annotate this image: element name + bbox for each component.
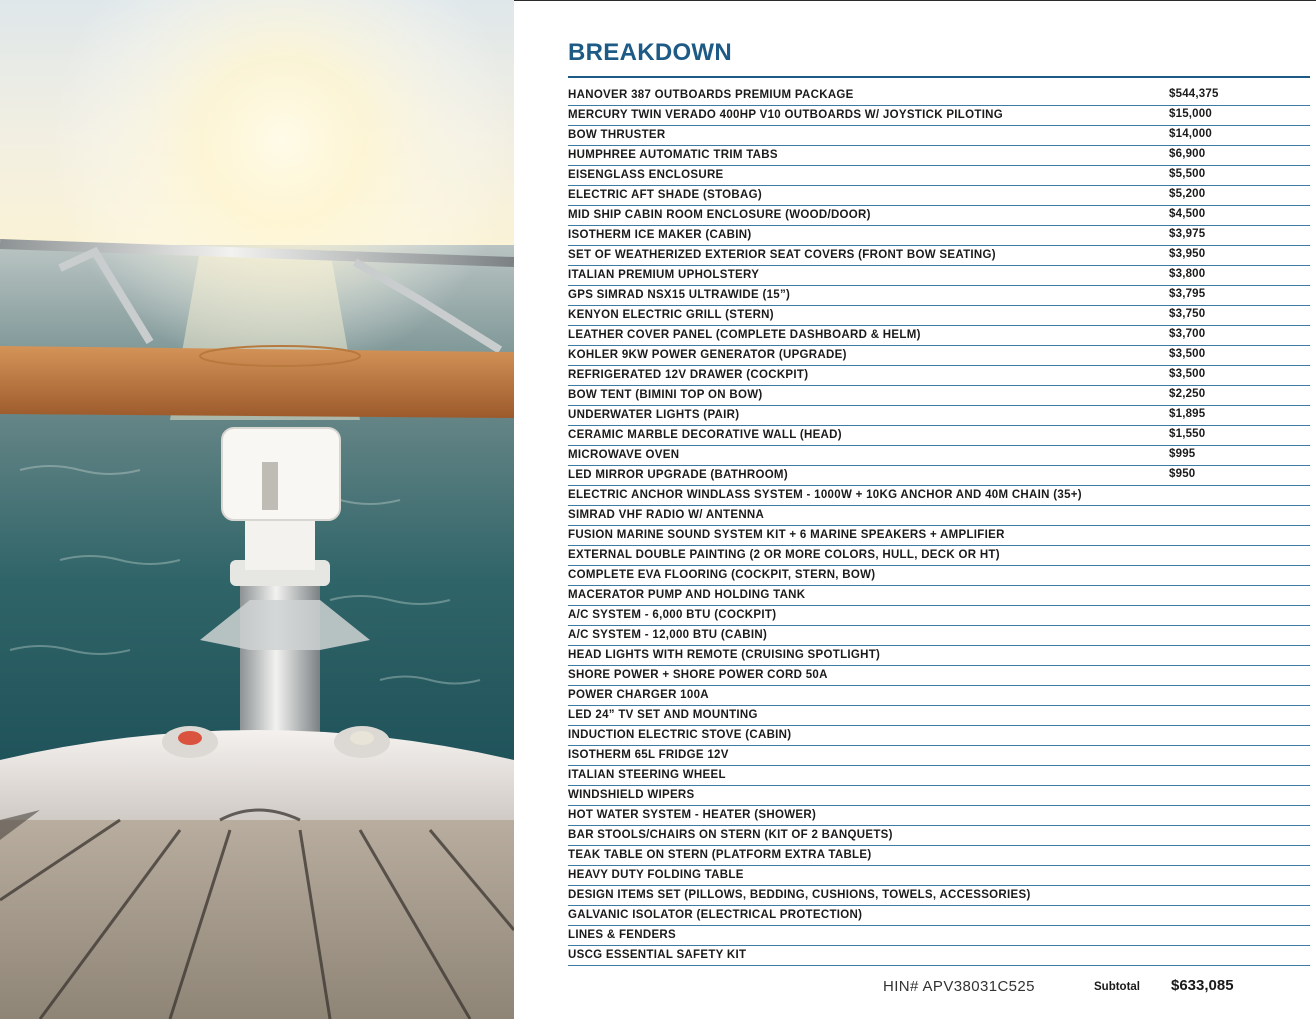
table-row: [568, 426, 1310, 446]
table-row: [568, 226, 1310, 246]
item-name: DESIGN ITEMS SET (PILLOWS, BEDDING, CUSHIONS, TOWELS, ACCESSORIES): [568, 889, 1031, 901]
item-price: $3,750: [1169, 308, 1206, 320]
item-price: $3,800: [1169, 268, 1206, 280]
item-price: $6,900: [1169, 148, 1206, 160]
table-row: [568, 146, 1310, 166]
item-name: SET OF WEATHERIZED EXTERIOR SEAT COVERS (FRONT BOW SEATING): [568, 249, 996, 261]
item-name: ELECTRIC ANCHOR WINDLASS SYSTEM - 1000W + 10KG ANCHOR AND 40M CHAIN (35+): [568, 489, 1082, 501]
table-row: [568, 326, 1310, 346]
table-row: [568, 706, 1310, 726]
table-row: [568, 766, 1310, 786]
item-price: $3,950: [1169, 248, 1206, 260]
item-name: USCG ESSENTIAL SAFETY KIT: [568, 949, 747, 961]
item-name: REFRIGERATED 12V DRAWER (COCKPIT): [568, 369, 809, 381]
table-row: [568, 386, 1310, 406]
item-price: $3,500: [1169, 368, 1206, 380]
table-row: [568, 526, 1310, 546]
item-name: EXTERNAL DOUBLE PAINTING (2 OR MORE COLORS, HULL, DECK OR HT): [568, 549, 1000, 561]
page-title: BREAKDOWN: [568, 39, 733, 66]
table-row: [568, 806, 1310, 826]
item-name: POWER CHARGER 100A: [568, 689, 709, 701]
item-name: SHORE POWER + SHORE POWER CORD 50A: [568, 669, 828, 681]
item-name: ITALIAN STEERING WHEEL: [568, 769, 726, 781]
table-row: [568, 666, 1310, 686]
table-row: [568, 866, 1310, 886]
item-name: KENYON ELECTRIC GRILL (STERN): [568, 309, 774, 321]
item-name: MICROWAVE OVEN: [568, 449, 680, 461]
item-name: EISENGLASS ENCLOSURE: [568, 169, 724, 181]
item-name: LINES & FENDERS: [568, 929, 677, 941]
item-price: $2,250: [1169, 388, 1206, 400]
item-name: HANOVER 387 OUTBOARDS PREMIUM PACKAGE: [568, 89, 854, 101]
item-name: MID SHIP CABIN ROOM ENCLOSURE (WOOD/DOOR): [568, 209, 871, 221]
item-name: LED 24” TV SET AND MOUNTING: [568, 709, 758, 721]
item-name: COMPLETE EVA FLOORING (COCKPIT, STERN, BOW): [568, 569, 876, 581]
item-name: BAR STOOLS/CHAIRS ON STERN (KIT OF 2 BANQUETS): [568, 829, 893, 841]
item-name: LEATHER COVER PANEL (COMPLETE DASHBOARD & HELM): [568, 329, 921, 341]
table-row: [568, 926, 1310, 946]
table-row: [568, 746, 1310, 766]
table-row: [568, 86, 1310, 106]
table-row: [568, 886, 1310, 906]
item-name: INDUCTION ELECTRIC STOVE (CABIN): [568, 729, 792, 741]
table-row: [568, 186, 1310, 206]
subtotal-value: $633,085: [1171, 977, 1234, 994]
table-row: [568, 566, 1310, 586]
table-row: [568, 726, 1310, 746]
item-name: HUMPHREE AUTOMATIC TRIM TABS: [568, 149, 778, 161]
item-name: ISOTHERM ICE MAKER (CABIN): [568, 229, 752, 241]
item-name: ELECTRIC AFT SHADE (STOBAG): [568, 189, 763, 201]
item-price: $995: [1169, 448, 1196, 460]
table-row: [568, 546, 1310, 566]
item-name: UNDERWATER LIGHTS (PAIR): [568, 409, 740, 421]
item-name: HEAD LIGHTS WITH REMOTE (CRUISING SPOTLIGHT): [568, 649, 881, 661]
table-row: [568, 626, 1310, 646]
table-row: [568, 466, 1310, 486]
item-name: MACERATOR PUMP AND HOLDING TANK: [568, 589, 806, 601]
breakdown-list: [568, 86, 1310, 966]
item-price: $14,000: [1169, 128, 1212, 140]
item-price: $15,000: [1169, 108, 1212, 120]
table-row: [568, 246, 1310, 266]
table-row: [568, 786, 1310, 806]
table-row: [568, 686, 1310, 706]
table-row: [568, 406, 1310, 426]
table-row: [568, 126, 1310, 146]
table-row: [568, 606, 1310, 626]
item-name: KOHLER 9KW POWER GENERATOR (UPGRADE): [568, 349, 847, 361]
table-row: [568, 346, 1310, 366]
item-price: $4,500: [1169, 208, 1206, 220]
hin-number: HIN# APV38031C525: [883, 978, 1035, 995]
table-row: [568, 906, 1310, 926]
table-row: [568, 486, 1310, 506]
table-row: [568, 846, 1310, 866]
table-row: [568, 266, 1310, 286]
item-name: HEAVY DUTY FOLDING TABLE: [568, 869, 744, 881]
item-price: $3,975: [1169, 228, 1206, 240]
subtotal-label: Subtotal: [1094, 981, 1140, 993]
item-name: WINDSHIELD WIPERS: [568, 789, 695, 801]
item-price: $5,500: [1169, 168, 1206, 180]
item-price: $950: [1169, 468, 1196, 480]
item-name: SIMRAD VHF RADIO W/ ANTENNA: [568, 509, 765, 521]
item-price: $544,375: [1169, 88, 1219, 100]
item-price: $3,700: [1169, 328, 1206, 340]
item-name: A/C SYSTEM - 6,000 BTU (COCKPIT): [568, 609, 777, 621]
table-row: [568, 106, 1310, 126]
item-name: BOW TENT (BIMINI TOP ON BOW): [568, 389, 763, 401]
table-row: [568, 826, 1310, 846]
table-row: [568, 206, 1310, 226]
item-price: $5,200: [1169, 188, 1206, 200]
table-row: [568, 366, 1310, 386]
title-divider: [568, 76, 1310, 78]
item-name: GPS SIMRAD NSX15 ULTRAWIDE (15”): [568, 289, 791, 301]
boat-bow-photo: [0, 0, 514, 1019]
item-name: A/C SYSTEM - 12,000 BTU (CABIN): [568, 629, 768, 641]
item-name: MERCURY TWIN VERADO 400HP V10 OUTBOARDS W/ JOYSTICK PILOTING: [568, 109, 1004, 121]
item-name: ITALIAN PREMIUM UPHOLSTERY: [568, 269, 760, 281]
table-row: [568, 506, 1310, 526]
item-name: BOW THRUSTER: [568, 129, 666, 141]
table-row: [568, 286, 1310, 306]
item-price: $3,795: [1169, 288, 1206, 300]
table-row: [568, 646, 1310, 666]
item-price: $3,500: [1169, 348, 1206, 360]
item-name: GALVANIC ISOLATOR (ELECTRICAL PROTECTION): [568, 909, 863, 921]
table-row: [568, 586, 1310, 606]
table-row: [568, 946, 1310, 966]
table-row: [568, 446, 1310, 466]
item-name: TEAK TABLE ON STERN (PLATFORM EXTRA TABLE): [568, 849, 872, 861]
item-price: $1,895: [1169, 408, 1206, 420]
item-name: FUSION MARINE SOUND SYSTEM KIT + 6 MARINE SPEAKERS + AMPLIFIER: [568, 529, 1005, 541]
table-row: [568, 306, 1310, 326]
item-name: CERAMIC MARBLE DECORATIVE WALL (HEAD): [568, 429, 842, 441]
item-price: $1,550: [1169, 428, 1206, 440]
item-name: LED MIRROR UPGRADE (BATHROOM): [568, 469, 788, 481]
table-row: [568, 166, 1310, 186]
item-name: HOT WATER SYSTEM - HEATER (SHOWER): [568, 809, 817, 821]
item-name: ISOTHERM 65L FRIDGE 12V: [568, 749, 729, 761]
